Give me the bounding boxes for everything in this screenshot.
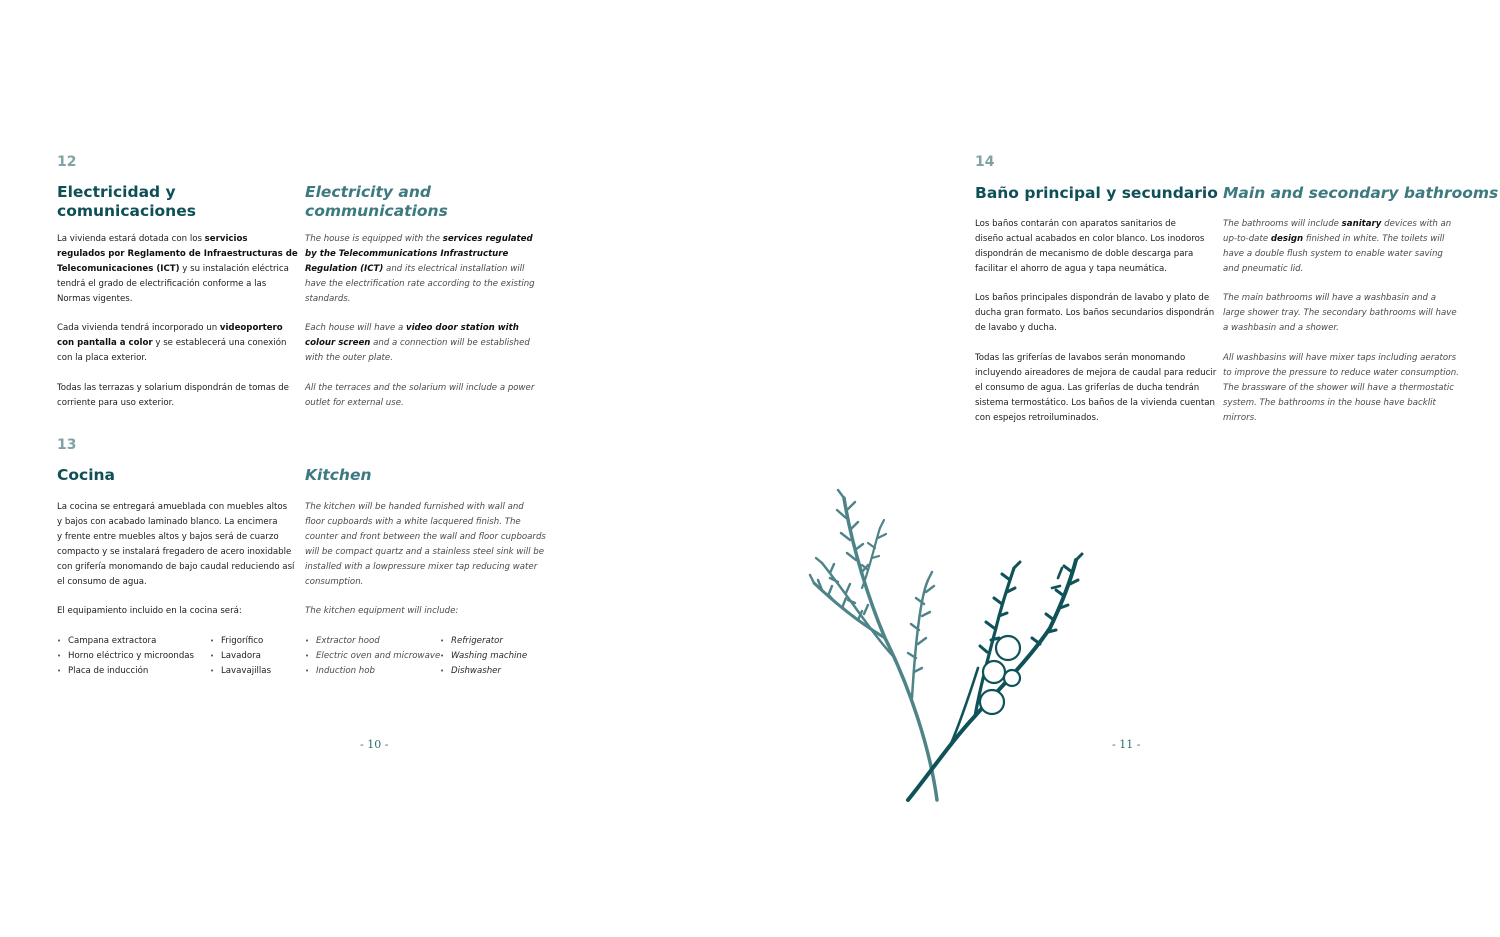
equipment-list-es <box>57 634 194 679</box>
text: to improve the pressure to reduce water consumption. <box>1223 368 1459 378</box>
paragraph-es <box>975 291 1214 336</box>
text: The house is equipped with the <box>305 234 443 244</box>
text-bold: Regulation (ICT) <box>305 264 384 274</box>
text: a washbasin and a shower. <box>1223 323 1339 333</box>
text: Todas las terrazas y solarium dispondrán de tomas de <box>57 383 289 393</box>
text-bold: sanitary <box>1341 219 1382 229</box>
title-line: Electricidad y <box>57 183 176 201</box>
list-item: • Induction hob <box>305 664 440 679</box>
text: standards. <box>305 294 351 304</box>
text: dispondrán de mecanismo de doble descarga para <box>975 249 1194 259</box>
list-item: • Dishwasher <box>440 664 527 679</box>
text: The kitchen will be handed furnished with wall and <box>305 502 524 512</box>
text: floor cupboards with a white lacquered finish. The <box>305 517 521 527</box>
section-number: 14 <box>975 154 995 170</box>
text: Los baños principales dispondrán de lavabo y plato de <box>975 293 1210 303</box>
text: el consumo de agua. <box>57 577 147 587</box>
page-number: - 11 - <box>1112 738 1141 751</box>
paragraph-es <box>57 381 289 411</box>
text: de lavabo y ducha. <box>975 323 1057 333</box>
text: y bajos con acabado laminado blanco. La encimera <box>57 517 278 527</box>
text: ducha gran formato. Los baños secundarios dispondrán <box>975 308 1215 318</box>
paragraph-es <box>57 321 286 366</box>
paragraph-en <box>305 232 535 307</box>
paragraph-en <box>305 604 458 619</box>
section-number: 13 <box>57 437 77 453</box>
list-item: • Lavadora <box>210 649 271 664</box>
text: con grifería monomando de bajo caudal reduciendo así <box>57 562 295 572</box>
text: el consumo de agua. Las griferías de ducha tendrán <box>975 383 1200 393</box>
text-bold: colour screen <box>305 338 371 348</box>
text: with the outer plate. <box>305 353 393 363</box>
text: facilitar el ahorro de agua y tapa neumática. <box>975 264 1168 274</box>
paragraph-es <box>975 351 1216 426</box>
text: El equipamiento incluido en la cocina será: <box>57 606 242 616</box>
text: The brassware of the shower will have a thermostatic <box>1223 383 1454 393</box>
text: Each house will have a <box>305 323 406 333</box>
title-line: communications <box>305 202 448 220</box>
text: sistema termostático. Los baños de la vivienda cuentan <box>975 398 1215 408</box>
section-title-en: Main and secondary bathrooms <box>1223 184 1499 202</box>
paragraph-en <box>1223 217 1451 277</box>
section-title-en: Kitchen <box>305 466 372 484</box>
title-line: comunicaciones <box>57 202 196 220</box>
paragraph-en <box>305 500 546 590</box>
list-item: • Horno eléctrico y microondas <box>57 649 194 664</box>
text-bold: by the Telecommunications Infrastructure <box>305 249 509 259</box>
text: counter and front between the wall and floor cupboards <box>305 532 546 542</box>
list-item: • Placa de inducción <box>57 664 194 679</box>
paragraph-en <box>305 381 534 411</box>
text-bold: Telecomunicaciones (ICT) <box>57 264 180 274</box>
plant-branch-illustration <box>800 488 1100 808</box>
text: and a connection will be established <box>370 338 530 348</box>
text-bold: services regulated <box>442 234 533 244</box>
text: finished in white. The toilets will <box>1303 234 1445 244</box>
text: The main bathrooms will have a washbasin and a <box>1223 293 1436 303</box>
text: Los baños contarán con aparatos sanitarios de <box>975 219 1176 229</box>
text: incluyendo aireadores de mejora de caudal para reducir <box>975 368 1217 378</box>
text: La vivienda estará dotada con los <box>57 234 205 244</box>
text: mirrors. <box>1223 413 1257 423</box>
text-bold: servicios <box>204 234 248 244</box>
paragraph-es <box>975 217 1204 277</box>
text: y se establecerá una conexión <box>152 338 287 348</box>
text: con la placa exterior. <box>57 353 147 363</box>
text-bold: videoportero <box>219 323 283 333</box>
section-title-en <box>305 183 448 221</box>
text: installed with a lowpressure mixer tap reducing water <box>305 562 538 572</box>
equipment-list-en <box>305 634 440 679</box>
list-item: • Frigorífico <box>210 634 271 649</box>
text: Cada vivienda tendrá incorporado un <box>57 323 220 333</box>
list-item: • Extractor hood <box>305 634 440 649</box>
equipment-list-en <box>440 634 527 679</box>
section-title-es: Baño principal y secundario <box>975 184 1218 202</box>
text: All washbasins will have mixer taps including aerators <box>1223 353 1457 363</box>
paragraph-es <box>57 500 294 590</box>
paragraph-es <box>57 232 298 307</box>
text: consumption. <box>305 577 364 587</box>
text-bold: con pantalla a color <box>57 338 153 348</box>
text: Todas las griferías de lavabos serán monomando <box>975 353 1186 363</box>
text: have the electrification rate according to the existing <box>305 279 535 289</box>
list-item: • Refrigerator <box>440 634 527 649</box>
paragraph-en <box>305 321 530 366</box>
text: corriente para uso exterior. <box>57 398 175 408</box>
text: All the terraces and the solarium will include a power <box>305 383 535 393</box>
text: have a double flush system to enable water saving <box>1223 249 1443 259</box>
paragraph-en <box>1223 291 1457 336</box>
text: y frente entre muebles altos y bajos será de cuarzo <box>57 532 279 542</box>
section-number: 12 <box>57 154 77 170</box>
text: The bathrooms will include <box>1223 219 1342 229</box>
paragraph-es <box>57 604 242 619</box>
text: and pneumatic lid. <box>1223 264 1304 274</box>
text: La cocina se entregará amueblada con muebles altos <box>57 502 288 512</box>
text: con espejos retroiluminados. <box>975 413 1099 423</box>
paragraph-en <box>1223 351 1459 426</box>
text: will be compact quartz and a stainless steel sink will be <box>305 547 545 557</box>
text: large shower tray. The secondary bathrooms will have <box>1223 308 1457 318</box>
text-bold: video door station with <box>406 323 519 333</box>
text: y su instalación eléctrica <box>179 264 289 274</box>
title-line: Electricity and <box>305 183 431 201</box>
list-item: • Lavavajillas <box>210 664 271 679</box>
text: tendrá el grado de electrificación conforme a las <box>57 279 267 289</box>
equipment-list-es <box>210 634 271 679</box>
text: The kitchen equipment will include: <box>305 606 459 616</box>
list-item: • Campana extractora <box>57 634 194 649</box>
text: outlet for external use. <box>305 398 404 408</box>
text: compacto y se instalará fregadero de acero inoxidable <box>57 547 292 557</box>
page-number: - 10 - <box>360 738 389 751</box>
section-title-es <box>57 183 196 221</box>
text: Normas vigentes. <box>57 294 133 304</box>
section-title-es: Cocina <box>57 466 116 484</box>
text-bold: regulados por Reglamento de Infraestructuras de <box>57 249 298 259</box>
list-item: • Washing machine <box>440 649 527 664</box>
list-item: • Electric oven and microwave <box>305 649 440 664</box>
text: devices with an <box>1381 219 1452 229</box>
text: diseño actual acabados en color blanco. Los inodoros <box>975 234 1205 244</box>
text: system. The bathrooms in the house have backlit <box>1223 398 1436 408</box>
text-bold: design <box>1270 234 1304 244</box>
text: up-to-date <box>1223 234 1271 244</box>
text: and its electrical installation will <box>383 264 525 274</box>
